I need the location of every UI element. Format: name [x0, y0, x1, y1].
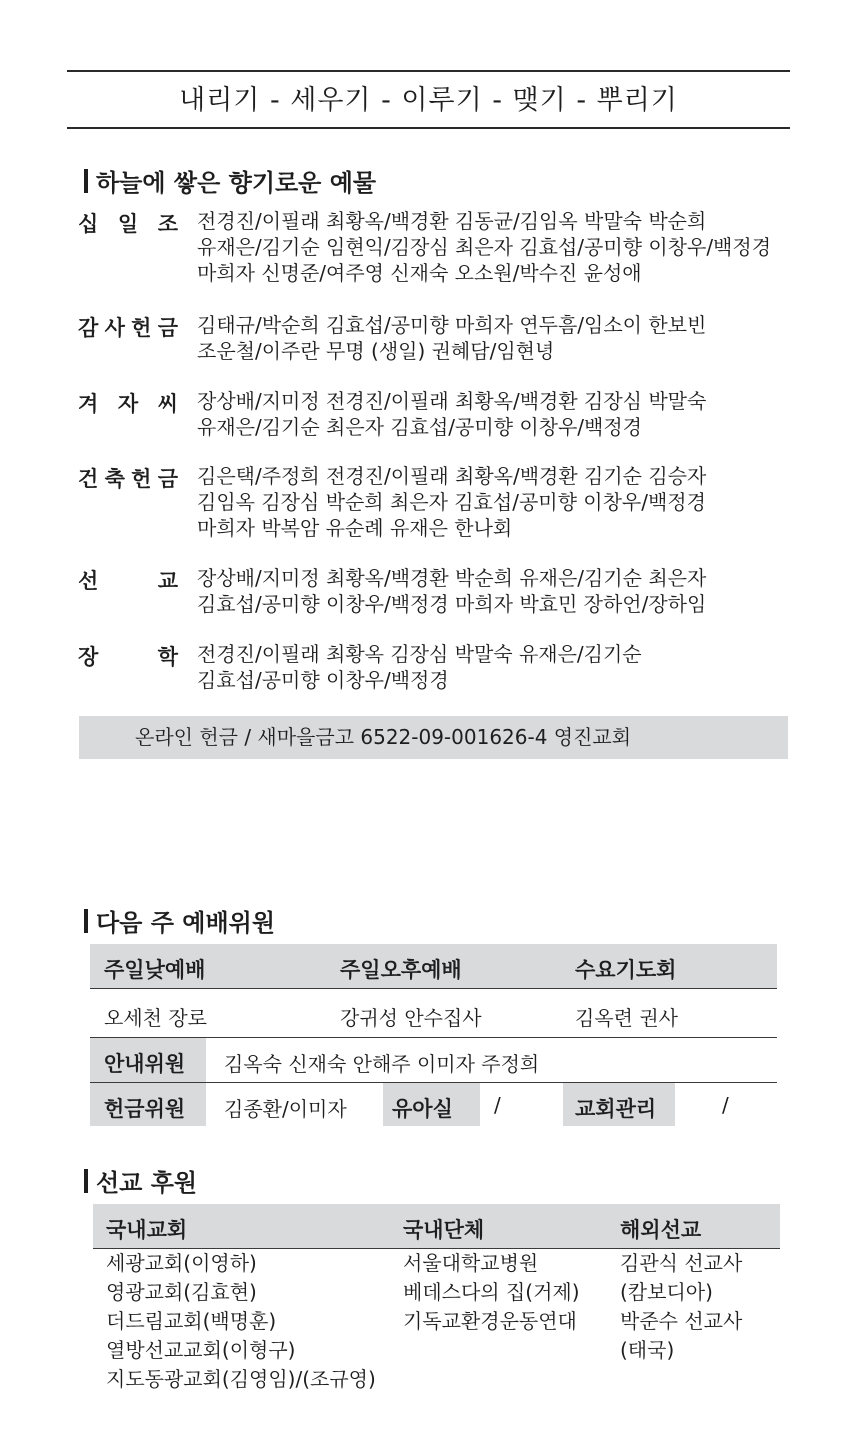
category-label-tithe [78, 208, 178, 238]
management-label: 교회관리 [575, 1097, 657, 1121]
label-char: 조 [157, 212, 178, 236]
offerings-heading [84, 163, 376, 198]
names-line: 유재은/김기순 임현익/김장심 최은자 김효섭/공미향 이창우/백정경 [197, 235, 772, 259]
service-title-sunday-morning: 주일낮예배 [104, 958, 206, 982]
names-line: 장상배/지미정 전경진/이필래 최황옥/백경환 김장심 박말숙 [197, 389, 707, 413]
category-names-scholarship [197, 641, 642, 693]
mission-list-domestic-org [403, 1249, 580, 1336]
label-char: 감 [78, 316, 99, 340]
label-char: 장 [78, 645, 99, 669]
online-offering-banner: 온라인 헌금 / 새마을금고 6522-09-001626-4 영진교회 [79, 716, 788, 759]
service-person-wednesday: 김옥련 권사 [575, 1006, 678, 1030]
nursery-value: / [494, 1093, 501, 1117]
top-rule [67, 70, 790, 72]
offerings-heading-text: 하늘에 쌓은 향기로운 예물 [96, 169, 377, 197]
list-item: 열방선교교회(이형구) [106, 1338, 296, 1362]
label-char: 축 [104, 467, 125, 491]
list-item: 세광교회(이영하) [106, 1251, 257, 1275]
category-names-tithe [197, 208, 771, 286]
mission-col-overseas: 해외선교 [620, 1218, 702, 1242]
category-label-thanks [78, 312, 178, 342]
management-value: / [722, 1093, 729, 1117]
ushers-names: 김옥숙 신재숙 안해주 이미자 주정희 [224, 1052, 540, 1076]
label-char: 금 [157, 316, 178, 340]
category-label-scholarship [78, 641, 178, 671]
category-names-mission [197, 565, 706, 617]
label-char: 건 [78, 467, 99, 491]
mission-list-overseas [620, 1249, 742, 1365]
service-person-sunday-morning: 오세천 장로 [104, 1006, 207, 1030]
motto: 내리기 - 세우기 - 이루기 - 맺기 - 뿌리기 [179, 85, 678, 116]
mission-heading [84, 1163, 197, 1198]
category-names-mustard [197, 388, 706, 440]
mission-heading-text: 선교 후원 [96, 1169, 198, 1197]
list-item: (태국) [620, 1338, 675, 1362]
label-char: 자 [117, 392, 139, 416]
service-title-sunday-afternoon: 주일오후예배 [340, 958, 462, 982]
category-label-building [78, 463, 178, 493]
category-names-building [197, 463, 706, 541]
list-item: 김관식 선교사 [620, 1251, 743, 1275]
service-person-sunday-afternoon: 강귀성 안수집사 [340, 1006, 482, 1030]
service-title-wednesday: 수요기도회 [575, 958, 677, 982]
label-char: 사 [104, 316, 125, 340]
list-item: 영광교회(김효현) [106, 1280, 257, 1304]
list-item: 더드림교회(백명훈) [106, 1309, 277, 1333]
motto-bottom-rule [67, 127, 790, 129]
names-line: 장상배/지미정 최황옥/백경환 박순희 유재은/김기순 최은자 [197, 566, 707, 590]
list-item: 베데스다의 집(거제) [403, 1280, 580, 1304]
heading-bar [84, 169, 88, 193]
label-char: 헌 [131, 316, 152, 340]
names-line: 김효섭/공미향 이창우/백정경 [197, 668, 449, 692]
names-line: 조운철/이주란 무명 (생일) 권혜담/임현녕 [197, 339, 555, 363]
heading-bar [84, 909, 88, 933]
list-item: 박준수 선교사 [620, 1309, 743, 1333]
label-char: 교 [157, 569, 178, 593]
list-item: (캄보디아) [620, 1280, 713, 1304]
mission-col-domestic-org: 국내단체 [403, 1218, 485, 1242]
label-char: 선 [78, 569, 99, 593]
table-rule [90, 988, 777, 989]
category-label-mustard [78, 388, 178, 418]
names-line: 김임옥 김장심 박순희 최은자 김효섭/공미향 이창우/백정경 [197, 490, 706, 514]
ushers-label: 안내위원 [104, 1052, 186, 1076]
label-char: 일 [117, 212, 139, 236]
list-item: 기독교환경운동연대 [403, 1309, 577, 1333]
names-line: 전경진/이필래 최황옥/백경환 김동균/김임옥 박말숙 박순희 [197, 209, 707, 233]
category-names-thanks [197, 312, 706, 364]
label-char: 학 [157, 645, 178, 669]
names-line: 전경진/이필래 최황옥 김장심 박말숙 유재은/김기순 [197, 642, 642, 666]
list-item: 지도동광교회(김영임)/(조규영) [106, 1367, 376, 1391]
label-char: 금 [157, 467, 178, 491]
list-item: 서울대학교병원 [403, 1251, 539, 1275]
names-line: 김효섭/공미향 이창우/백정경 마희자 박효민 장하언/장하임 [197, 592, 707, 616]
label-char: 십 [78, 212, 99, 236]
names-line: 김태규/박순희 김효섭/공미향 마희자 연두흠/임소이 한보빈 [197, 313, 707, 337]
mission-list-domestic-church [106, 1249, 376, 1394]
next-week-heading-text: 다음 주 예배위원 [96, 909, 275, 937]
label-char: 씨 [157, 392, 178, 416]
heading-bar [84, 1169, 88, 1193]
next-week-heading [84, 903, 275, 938]
offering-committee-label: 헌금위원 [104, 1097, 186, 1121]
names-line: 유재은/김기순 최은자 김효섭/공미향 이창우/백정경 [197, 415, 643, 439]
names-line: 마희자 신명준/여주영 신재숙 오소원/박수진 윤성애 [197, 261, 642, 285]
mission-col-domestic-church: 국내교회 [106, 1218, 188, 1242]
label-char: 겨 [78, 392, 99, 416]
names-line: 김은택/주정희 전경진/이필래 최황옥/백경환 김기순 김승자 [197, 464, 707, 488]
label-char: 헌 [131, 467, 152, 491]
nursery-label: 유아실 [392, 1097, 453, 1121]
names-line: 마희자 박복암 유순례 유재은 한나회 [197, 516, 513, 540]
offering-committee-names: 김종환/이미자 [224, 1097, 347, 1121]
category-label-mission [78, 565, 178, 595]
